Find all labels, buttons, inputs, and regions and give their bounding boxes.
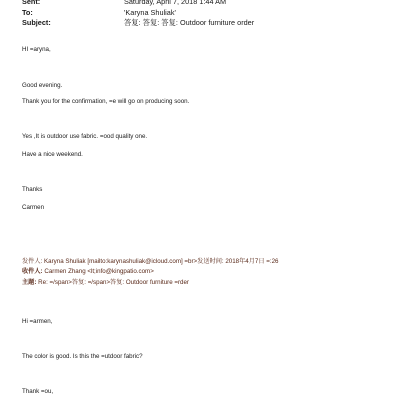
to-value: 'Karyna Shuliak' [124,8,176,17]
reply-greeting: HI =aryna, [22,46,51,53]
quoted-subject-label: 主题: [22,279,37,286]
quoted-to-row [22,268,154,276]
subject-value: 答复: 答复: 答复: Outdoor furniture order [124,18,255,27]
reply-line-3: Yes ,It is outdoor use fabric. =ood quality one. [22,133,148,140]
sent-value: Saturday, April 7, 2018 1:44 AM [124,0,227,6]
quoted-from-value: Karyna Shuliak [mailto:karynashuliak@icloud.com] =br>发送时间: 2018年4月7日 =:26 [44,258,279,265]
quoted-line-2: Thank =ou, [22,388,54,395]
quoted-from-label: 发件人: [22,258,43,265]
reply-line-4: Have a nice weekend. [22,151,83,158]
to-label: To: [22,8,33,17]
quoted-subject-value: Re: =/span>答复: =/span>答复: Outdoor furniture =rder [38,279,189,286]
quoted-from-row [22,258,279,266]
quoted-subject-row [22,279,189,287]
reply-line-1: Good evening. [22,82,63,89]
subject-label: Subject: [22,18,51,27]
reply-signature: Carmen [22,204,45,211]
reply-line-2: Thank you for the confirmation, =e will go on producing soon. [22,98,190,105]
quoted-greeting: Hi =armen, [22,318,53,325]
quoted-to-label: 收件人: [22,268,43,275]
sent-label: Sent: [22,0,41,6]
quoted-to-value: Carmen Zhang <lt;info@kingpatio.com> [44,268,154,275]
quoted-line-1: The color is good. Is this the =utdoor fabric? [22,353,143,360]
reply-thanks: Thanks [22,186,43,193]
